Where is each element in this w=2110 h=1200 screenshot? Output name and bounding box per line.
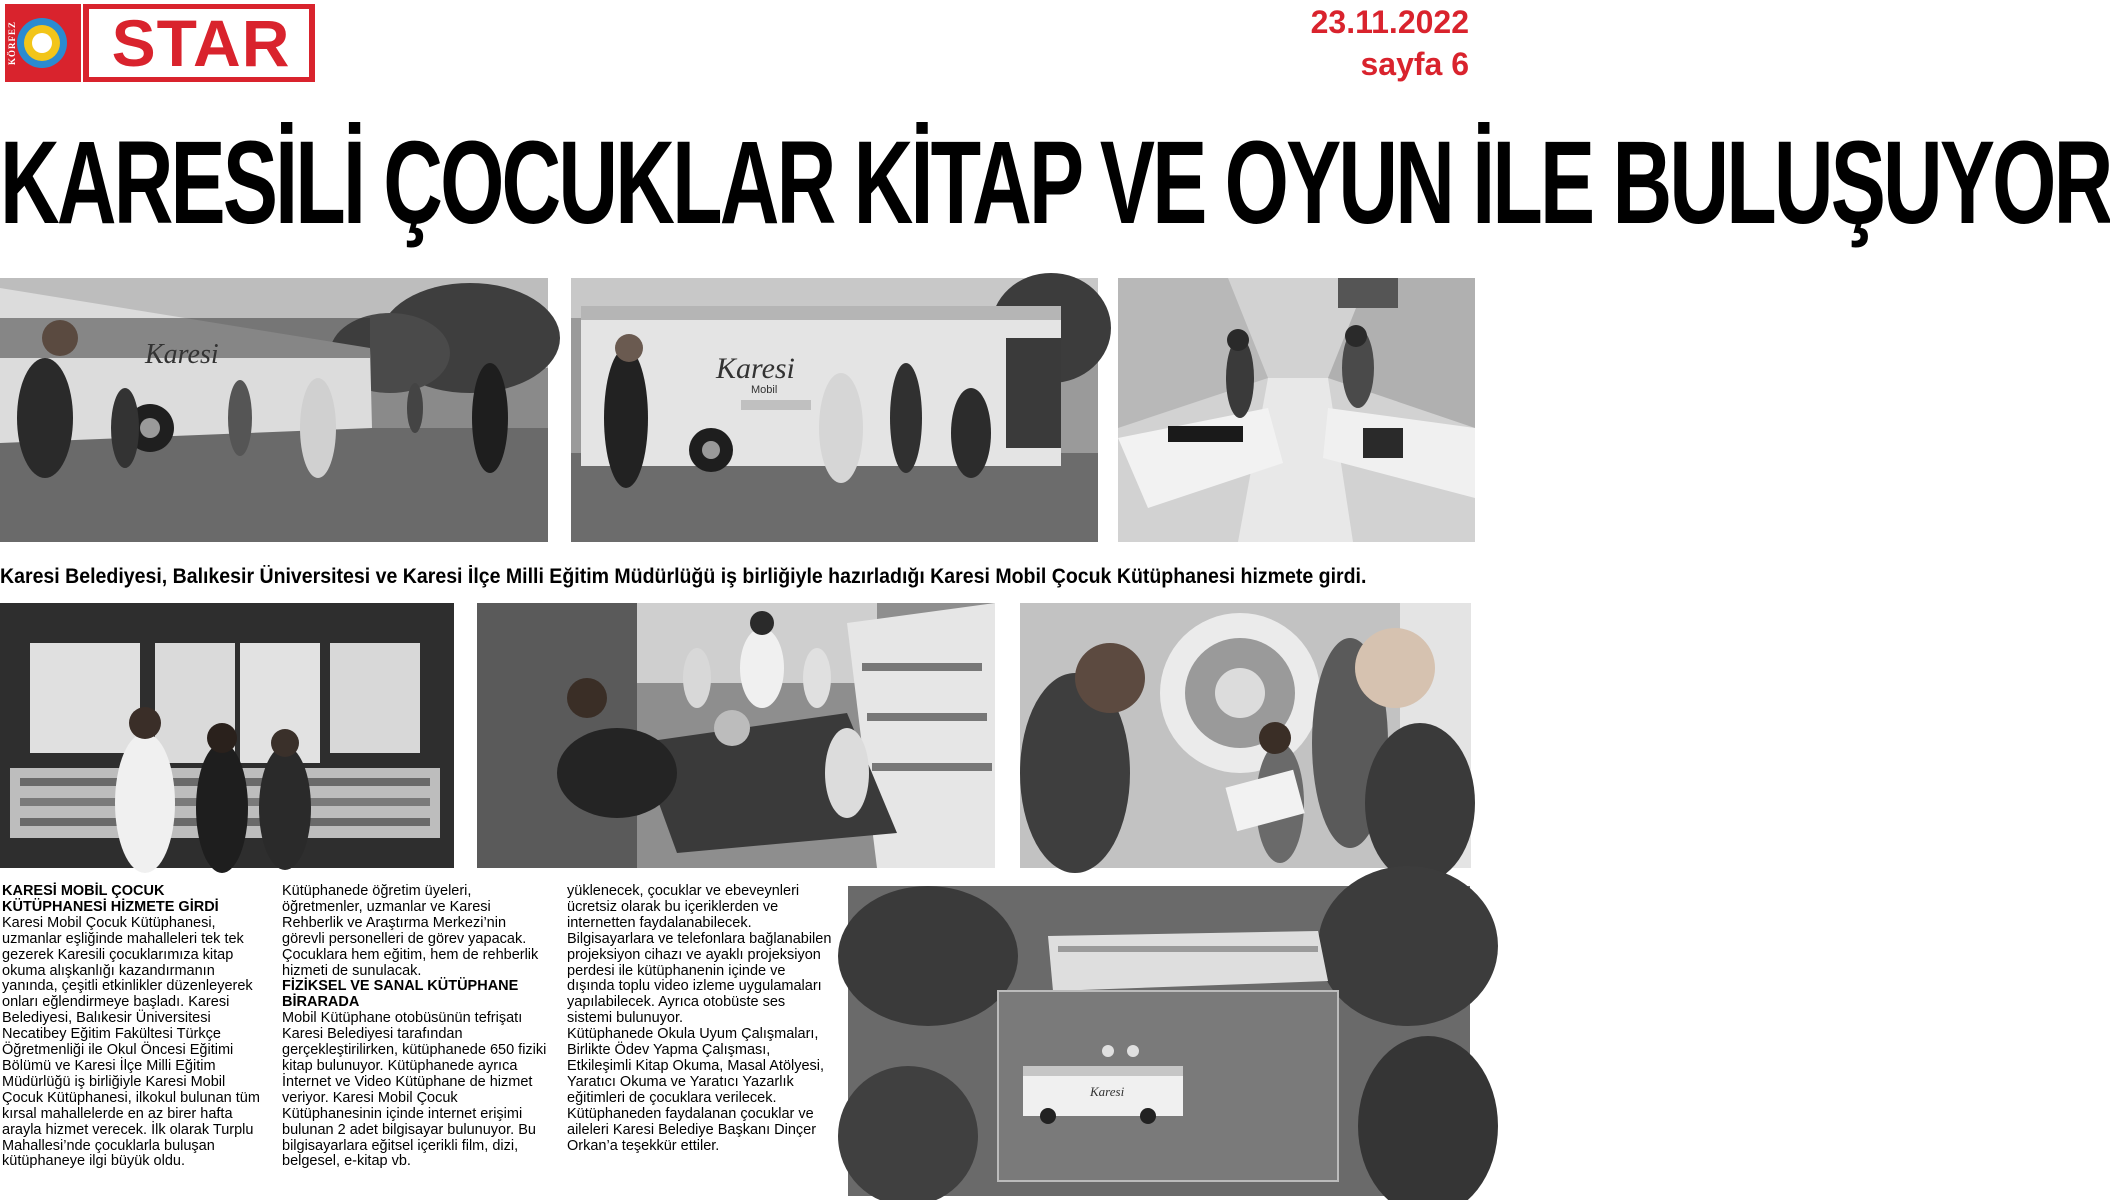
article-paragraph: Kütüphanede Okula Uyum Çalışmaları, Birlikte Ödev Yapma Çalışması, Etkileşimli Kitap Okuma, Masal Atölyesi, Yaratıcı Okuma ve Yaratıcı Yazarlık eğitimleri de çocuklara verilecek. Kütüphaneden faydalanan çocuklar ve aileleri Karesi Belediye Başkanı Dinçer Orkan’a teşekkür ettiler. bbox=[567, 1026, 825, 1154]
section-heading-library-opens: KARESİ MOBİL ÇOCUK KÜTÜPHANESİ HİZMETE GİRDİ bbox=[2, 883, 219, 915]
photo-graphic bbox=[1020, 603, 1471, 868]
photo-graphic bbox=[571, 278, 1098, 542]
logo-side-text: KÖRFEZ bbox=[7, 21, 17, 66]
photo-kids-reading-inside-bus bbox=[1020, 603, 1471, 868]
bus-logo-subtext: Mobil bbox=[751, 384, 778, 396]
bus-logo-text: Karesi bbox=[145, 339, 219, 370]
photo-bus-interior bbox=[1118, 278, 1475, 542]
article-paragraph: Mobil Kütüphane otobüsünün tefrişatı Karesi Belediyesi tarafından gerçekleştirilirken, kütüphanede 650 fiziki kitap bulunuyor. Kütüphanede ayrıca İnternet ve Video Kütüphane de hizmet veriyor. Karesi Mobil Çocuk Kütüphanesinin içinde internet erişimi bulunan 2 adet bilgisayar bulunuyor. Bu bilgisayarlara eğitsel içerikli film, dizi, belgesel, e-kitap vb. bbox=[282, 1010, 547, 1170]
photo-graphic bbox=[1118, 278, 1475, 542]
newspaper-logo bbox=[5, 4, 315, 82]
photo-graphic bbox=[0, 603, 454, 868]
photo-children-running-by-bus bbox=[0, 278, 548, 542]
article-column-1 bbox=[2, 884, 270, 1196]
photo-caption: Karesi Belediyesi, Balıkesir Üniversitesi ve Karesi İlçe Milli Eğitim Müdürlüğü iş birliğiyle hazırladığı Karesi Mobil Çocuk Kütüphanesi hizmete girdi. bbox=[0, 565, 1367, 588]
photo-graphic bbox=[0, 278, 548, 542]
bus-logo-text: Karesi bbox=[716, 352, 795, 385]
article-column-2 bbox=[282, 884, 552, 1196]
bus-logo-text: Karesi bbox=[1090, 1084, 1125, 1099]
photo-graphic bbox=[477, 603, 995, 868]
section-heading-physical-virtual: FİZİKSEL VE SANAL KÜTÜPHANE BİRARADA bbox=[282, 978, 519, 1011]
article-column-3 bbox=[567, 884, 833, 1196]
logo-emblem-center bbox=[32, 33, 52, 53]
photo-storytelling-session bbox=[477, 603, 995, 868]
article-paragraph: Karesi Mobil Çocuk Kütüphanesi, uzmanlar eşliğinde mahalleleri tek tek gezerek Karesili çocuklarımıza kitap okuma alışkanlığı kazandırmanın yanında, çeşitli etkinlikler düzenleyerek onları eğlendirmeye başladı. Karesi Belediyesi, Balıkesir Üniversitesi Necatibey Eğitim Fakültesi Türkçe Öğretmenliği ile Okul Öncesi Eğitimi Bölümü ve Karesi İlçe Milli Eğitim Müdürlüğü iş birliğiyle Karesi Mobil Çocuk Kütüphanesi, ilkokul bulunan tüm kırsal mahallelerde en az birer hafta arayla hizmet verecek. İlk olarak Turplu Mahallesi’nde çocuklarla buluşan kütüphaneye ilgi büyük oldu. bbox=[2, 914, 260, 1170]
logo-wordmark: STAR bbox=[111, 6, 291, 80]
article-paragraph: Kütüphanede öğretim üyeleri, öğretmenler, uzmanlar ve Karesi Rehberlik ve Araştırma Merkezi’nin görevli personelleri de görev yapacak. Çocuklara hem eğitim, hem de rehberlik hizmeti de sunulacak. bbox=[282, 883, 539, 979]
photo-graphic bbox=[848, 886, 1470, 1196]
page-number: sayfa 6 bbox=[1360, 46, 1469, 82]
photo-children-dancing-by-bus bbox=[571, 278, 1098, 542]
issue-date: 23.11.2022 bbox=[1310, 4, 1469, 40]
photo-children-holding-books bbox=[0, 603, 454, 868]
photo-aerial-view-of-bus bbox=[848, 886, 1470, 1196]
headline: KARESİLİ ÇOCUKLAR KİTAP VE OYUN İLE BULUŞUYOR bbox=[0, 117, 2110, 249]
article-paragraph: yüklenecek, çocuklar ve ebeveynleri ücretsiz olarak bu içeriklerden ve internetten faydalanabilecek. Bilgisayarlara ve telefonlara bağlanabilen projeksiyon cihazı ve ayaklı projeksiyon perdesi ile kütüphanenin içinde ve dışında toplu video izleme uygulamaları yapılabilecek. Ayrıca otobüste ses sistemi bulunuyor. bbox=[567, 883, 832, 1027]
